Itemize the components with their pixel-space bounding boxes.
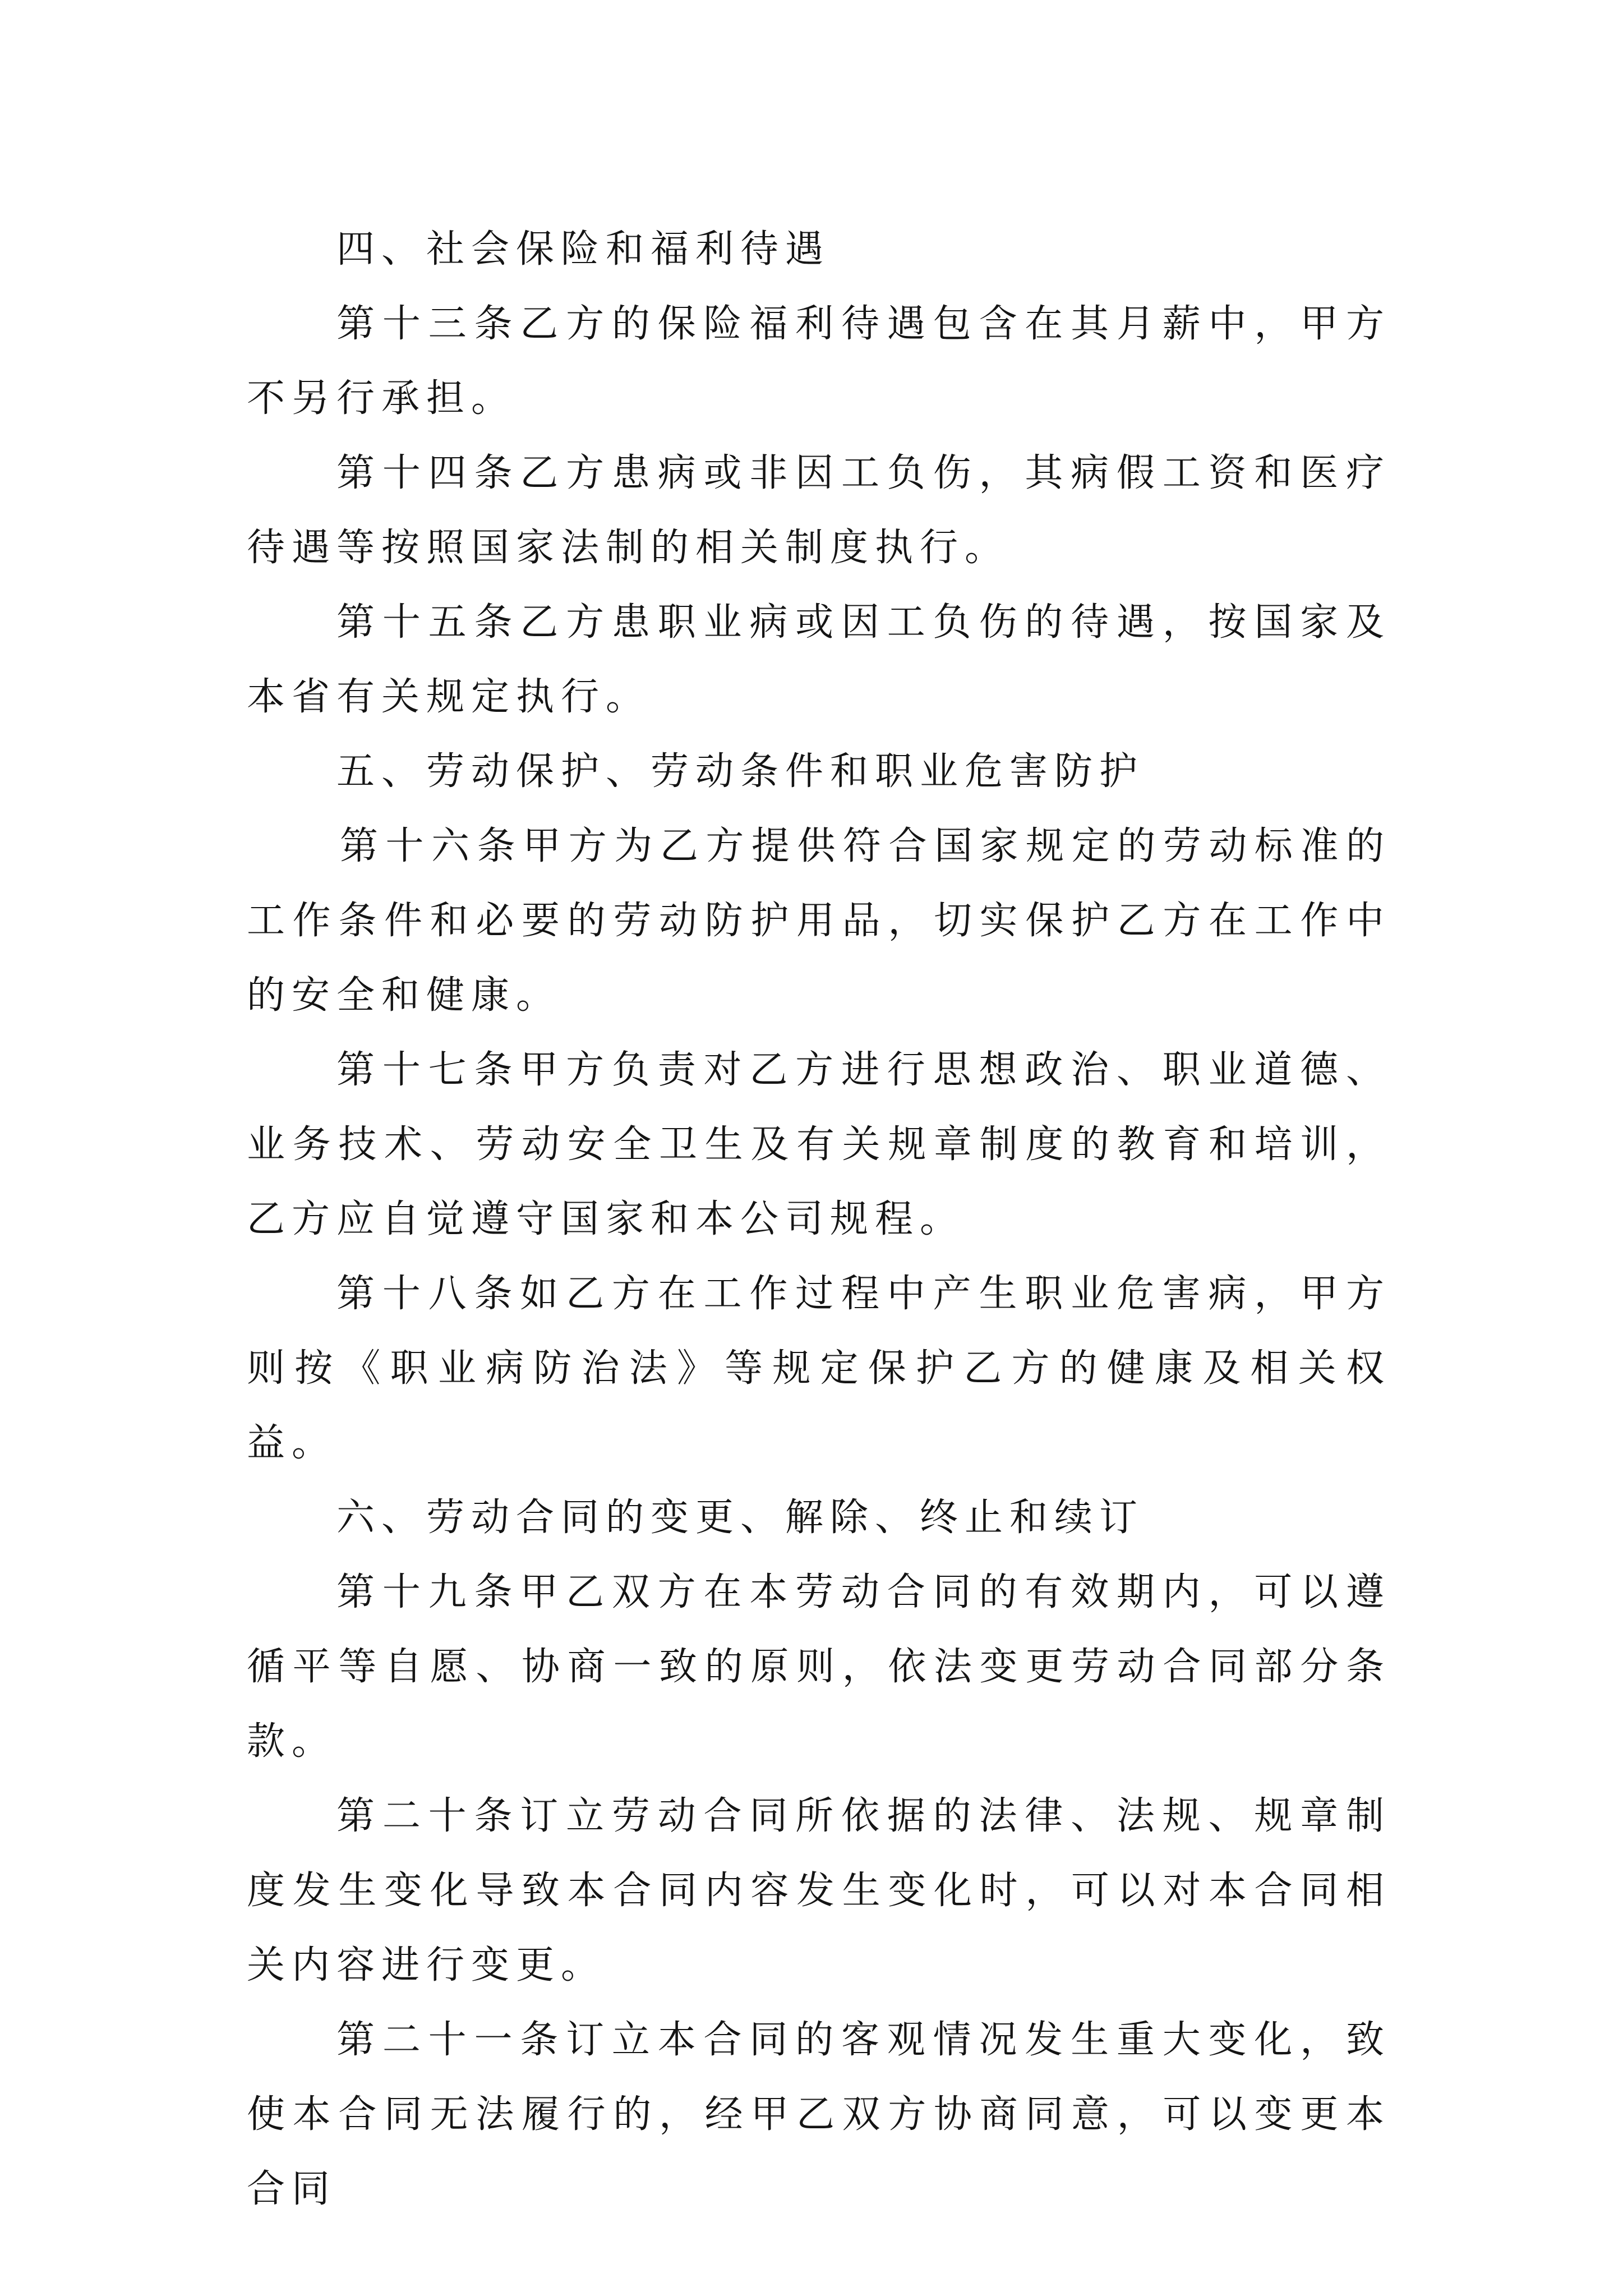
section-heading-social-insurance: 四、社会保险和福利待遇: [336, 227, 831, 272]
clause-17: 第十七条甲方负责对乙方进行思想政治、职业道德、业务技术、劳动安全卫生及有关规章制度的教育和培训，乙方应自觉遵守国家和本公司规程。: [247, 1048, 1391, 1241]
clause-19: 第十九条甲乙双方在本劳动合同的有效期内，可以遵循平等自愿、协商一致的原则，依法变更劳动合同部分条款。: [247, 1570, 1391, 1764]
clause-15: 第十五条乙方患职业病或因工负伤的待遇，按国家及本省有关规定执行。: [247, 600, 1391, 719]
clause-16: 第十六条甲方为乙方提供符合国家规定的劳动标准的工作条件和必要的劳动防护用品，切实保护乙方在工作中的安全和健康。: [247, 824, 1391, 1018]
clause-21: 第二十一条订立本合同的客观情况发生重大变化，致使本合同无法履行的，经甲乙双方协商同意，可以变更本合同: [247, 2018, 1391, 2211]
clause-14: 第十四条乙方患病或非因工负伤，其病假工资和医疗待遇等按照国家法制的相关制度执行。: [247, 451, 1391, 570]
section-heading-labor-protection: 五、劳动保护、劳动条件和职业危害防护: [336, 749, 1145, 794]
clause-18: 第十八条如乙方在工作过程中产生职业危害病，甲方则按《职业病防治法》等规定保护乙方的健康及相关权益。: [247, 1272, 1391, 1465]
clause-20: 第二十条订立劳动合同所依据的法律、法规、规章制度发生变化导致本合同内容发生变化时，可以对本合同相关内容进行变更。: [247, 1794, 1391, 1987]
section-heading-contract-changes: 六、劳动合同的变更、解除、终止和续订: [336, 1496, 1145, 1540]
clause-13: 第十三条乙方的保险福利待遇包含在其月薪中，甲方不另行承担。: [247, 302, 1391, 421]
document-body: [247, 212, 1391, 2226]
